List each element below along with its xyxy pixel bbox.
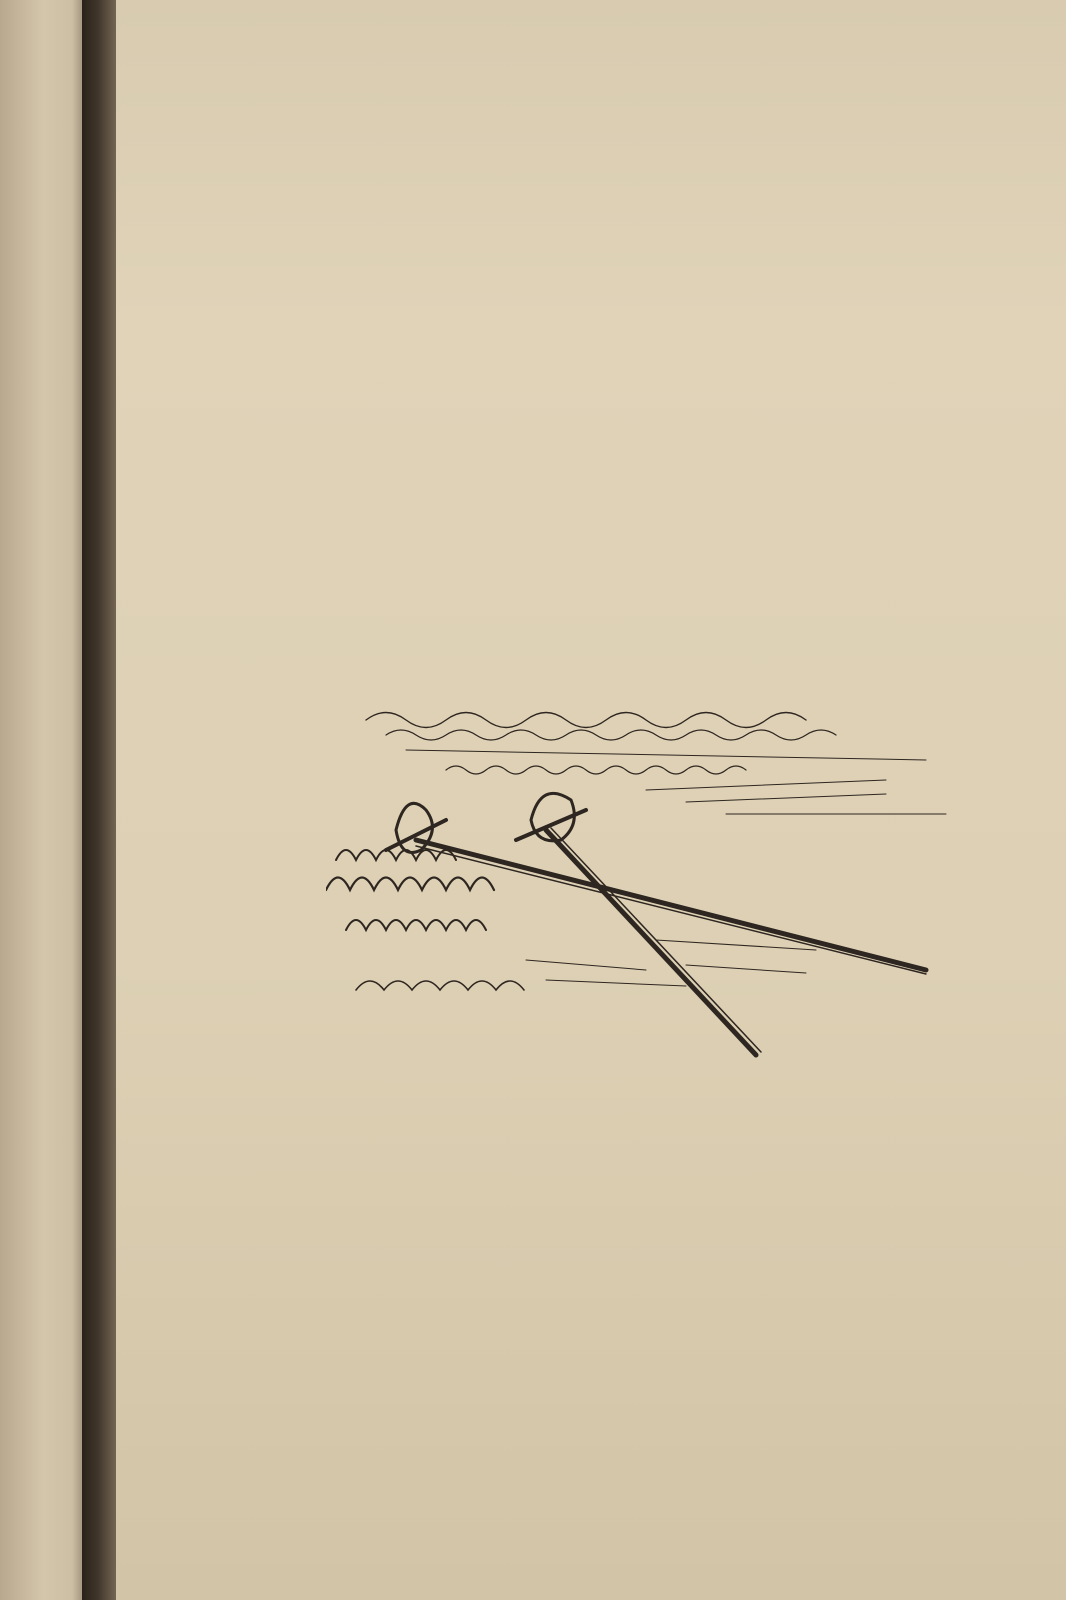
sword-blade-1 (416, 840, 926, 970)
sword-blade-2 (546, 830, 756, 1055)
right-page (116, 0, 1066, 1600)
grass-hatching (366, 713, 806, 728)
crossed-swords-illustration (326, 690, 996, 1070)
